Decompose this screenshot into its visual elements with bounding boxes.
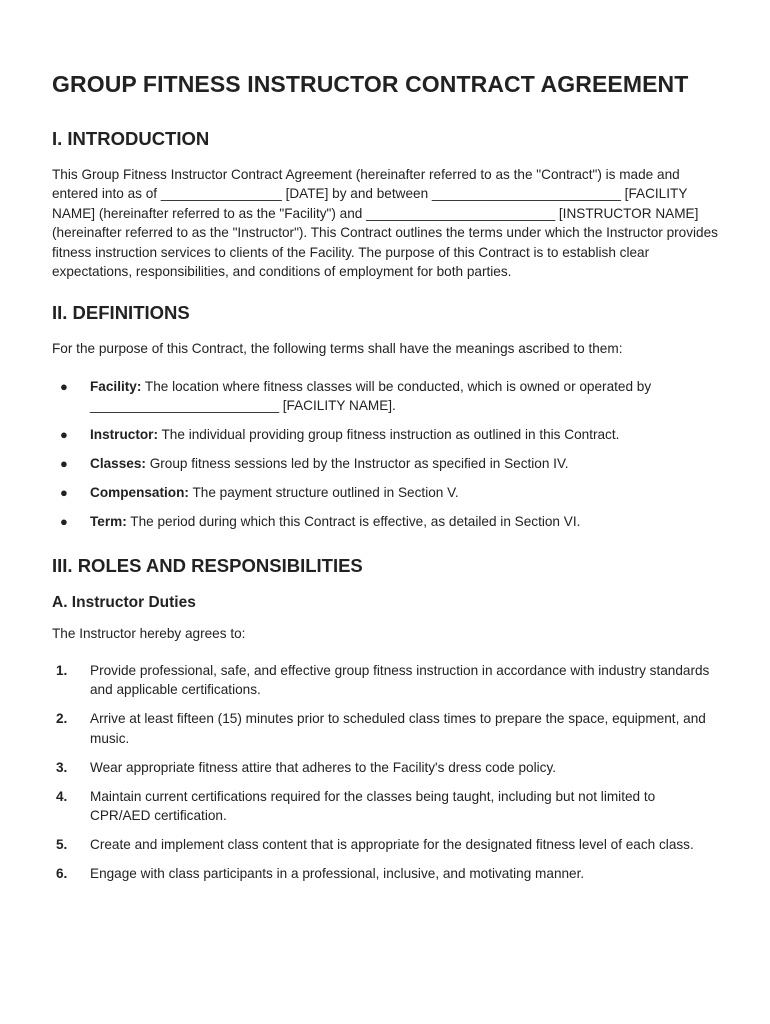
- bullet-icon: ●: [60, 378, 68, 394]
- definition-term: Facility:: [90, 378, 142, 394]
- bullet-icon: ●: [60, 514, 68, 530]
- definition-text: The period during which this Contract is effective, as detailed in Section VI.: [126, 514, 581, 530]
- duty-text: Wear appropriate fitness attire that adheres to the Facility's dress code policy.: [90, 759, 557, 775]
- duties-lead: The Instructor hereby agrees to:: [52, 625, 246, 641]
- definition-item: [52, 454, 718, 473]
- definition-term: Instructor:: [90, 427, 158, 443]
- duty-item: [52, 864, 718, 883]
- definition-term: Term:: [90, 514, 127, 530]
- definitions-list: [52, 377, 718, 532]
- duty-text: Arrive at least fifteen (15) minutes prior to scheduled class times to prepare the space, equipment, and music.: [90, 711, 706, 746]
- duty-number: 6.: [56, 866, 68, 882]
- document-title: GROUP FITNESS INSTRUCTOR CONTRACT AGREEMENT: [52, 71, 689, 97]
- duties-list: [52, 661, 718, 884]
- duty-item: [52, 787, 718, 826]
- section-heading-introduction: I. INTRODUCTION: [52, 128, 210, 149]
- definition-text: The individual providing group fitness instruction as outlined in this Contract.: [157, 427, 620, 443]
- definition-item: [52, 425, 718, 444]
- duty-text: Provide professional, safe, and effective group fitness instruction in accordance with industry standards and applicable certifications.: [90, 663, 710, 698]
- bullet-icon: ●: [60, 456, 68, 472]
- definition-term: Compensation:: [90, 485, 189, 501]
- definition-text: The payment structure outlined in Section V.: [188, 485, 459, 501]
- duty-item: [52, 835, 718, 854]
- definition-text: Group fitness sessions led by the Instructor as specified in Section IV.: [145, 456, 569, 472]
- bullet-icon: ●: [60, 485, 68, 501]
- definition-item: [52, 483, 718, 502]
- duty-number: 2.: [56, 711, 68, 727]
- definitions-lead: For the purpose of this Contract, the following terms shall have the meanings ascribed to them:: [52, 341, 623, 357]
- definition-term: Classes:: [90, 456, 146, 472]
- duty-text: Engage with class participants in a professional, inclusive, and motivating manner.: [90, 866, 585, 882]
- definition-text: The location where fitness classes will be conducted, which is owned or operated by _________________________ [FACILITY NAME].: [90, 378, 652, 414]
- duty-item: [52, 709, 718, 748]
- duty-number: 1.: [56, 663, 68, 679]
- subsection-heading-instructor-duties: A. Instructor Duties: [52, 593, 196, 611]
- section-heading-roles: III. ROLES AND RESPONSIBILITIES: [52, 554, 363, 576]
- duty-number: 4.: [56, 788, 68, 804]
- bullet-icon: ●: [60, 427, 68, 443]
- duty-item: [52, 758, 718, 777]
- duty-number: 3.: [56, 759, 68, 775]
- introduction-paragraph: This Group Fitness Instructor Contract Agreement (hereinafter referred to as the "Contract") is made and entered into as of ________________ [DATE] by and between _________________________ [FACILITY NAME] (hereinafter referred to as the "Facility") and _________________________ [INSTRUCTOR NAME] (hereinafter referred to as the "Instructor"). This Contract outlines the terms under which the Instructor provides fitness instruction services to clients of the Facility. The purpose of this Contract is to establish clear expectations, responsibilities, and conditions of employment for both parties.: [52, 167, 718, 280]
- duty-text: Maintain current certifications required for the classes being taught, including but not limited to CPR/AED certification.: [90, 788, 656, 824]
- duty-item: [52, 661, 718, 700]
- definition-item: [52, 377, 718, 416]
- definition-item: [52, 512, 718, 531]
- duty-number: 5.: [56, 837, 68, 853]
- duty-text: Create and implement class content that is appropriate for the designated fitness level of each class.: [90, 837, 694, 853]
- section-heading-definitions: II. DEFINITIONS: [52, 302, 190, 324]
